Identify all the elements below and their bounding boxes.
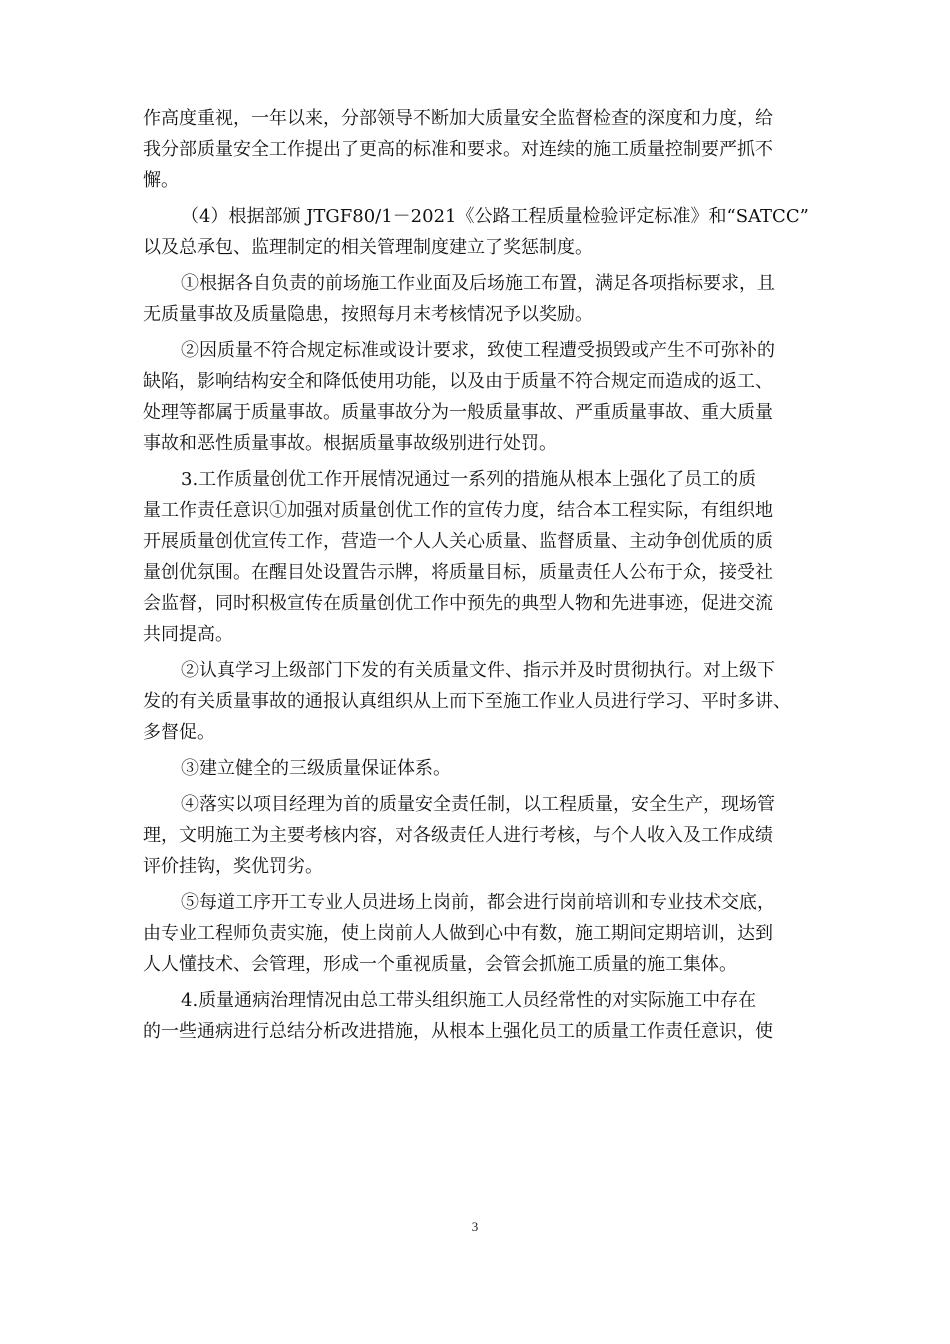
text-line: 由专业工程师负责实施，使上岗前人人做到心中有数，施工期间定期培训，达到 — [143, 923, 773, 944]
text-line: 3.工作质量创优工作开展情况通过一系列的措施从根本上强化了员工的质 — [181, 469, 757, 490]
text-line: 共同提高。 — [143, 624, 233, 645]
text-line: ①根据各自负责的前场施工作业面及后场施工布置，满足各项指标要求，且 — [181, 273, 775, 294]
text-line: 量创优氛围。在醒目处设置告示牌，将质量目标，质量责任人公布于众，接受社 — [143, 562, 773, 583]
text-line: 的一些通病进行总结分析改进措施，从根本上强化员工的质量工作责任意识，使 — [143, 1021, 773, 1042]
paragraph-quality-item-2 — [143, 655, 813, 748]
text-line: ⑤每道工序开工专业人员进场上岗前，都会进行岗前培训和专业技术交底， — [181, 892, 775, 913]
text-line: 我分部质量安全工作提出了更高的标准和要求。对连续的施工质量控制要严抓不 — [143, 139, 773, 160]
paragraph-quality-item-5 — [143, 887, 813, 980]
text-line: 作高度重视，一年以来，分部领导不断加大质量安全监督检查的深度和力度，给 — [143, 108, 773, 129]
paragraph-common-defects — [143, 985, 813, 1047]
paragraph-reward-item-2 — [143, 335, 813, 459]
document-body — [143, 103, 813, 1047]
text-line: 4.质量通病治理情况由总工带头组织施工人员经常性的对实际施工中存在 — [181, 990, 757, 1011]
text-line: 多督促。 — [143, 722, 215, 743]
text-line: 处理等都属于质量事故。质量事故分为一般质量事故、严重质量事故、重大质量 — [143, 402, 773, 423]
text-line: 理，文明施工为主要考核内容，对各级责任人进行考核，与个人收入及工作成绩 — [143, 825, 773, 846]
page-number: 3 — [471, 1219, 479, 1234]
text-line: 发的有关质量事故的通报认真组织从上而下至施工作业人员进行学习、平时多讲、 — [143, 691, 791, 712]
paragraph-quality-item-4 — [143, 789, 813, 882]
text-line: ②因质量不符合规定标准或设计要求，致使工程遭受损毁或产生不可弥补的 — [181, 340, 775, 361]
text-line: ④落实以项目经理为首的质量安全责任制，以工程质量，安全生产，现场管 — [181, 794, 775, 815]
text-line: 缺陷，影响结构安全和降低使用功能，以及由于质量不符合规定而造成的返工、 — [143, 371, 773, 392]
text-line: 评价挂钩，奖优罚劣。 — [143, 856, 323, 877]
paragraph-reward-system — [143, 201, 813, 263]
paragraph-quality-item-3 — [143, 753, 813, 784]
text-line: 开展质量创优宣传工作，营造一个人人关心质量、监督质量、主动争创优质的质 — [143, 531, 773, 552]
text-line: 懈。 — [143, 170, 179, 191]
text-line: 无质量事故及质量隐患，按照每月末考核情况予以奖励。 — [143, 304, 593, 325]
text-line: （4）根据部颁 JTGF80/1－2021《公路工程质量检验评定标准》和“SATCC” — [181, 206, 809, 227]
text-line: ②认真学习上级部门下发的有关质量文件、指示并及时贯彻执行。对上级下 — [181, 660, 775, 681]
paragraph-quality-excellence — [143, 464, 813, 650]
text-line: 事故和恶性质量事故。根据质量事故级别进行处罚。 — [143, 433, 557, 454]
text-line: 会监督，同时积极宣传在质量创优工作中预先的典型人物和先进事迹，促进交流 — [143, 593, 773, 614]
text-line: 人人懂技术、会管理，形成一个重视质量，会管会抓施工质量的施工集体。 — [143, 954, 737, 975]
text-line: ③建立健全的三级质量保证体系。 — [181, 758, 451, 779]
paragraph-reward-item-1 — [143, 268, 813, 330]
text-line: 量工作责任意识①加强对质量创优工作的宣传力度，结合本工程实际，有组织地 — [143, 500, 773, 521]
paragraph-continuation — [143, 103, 813, 196]
text-line: 以及总承包、监理制定的相关管理制度建立了奖惩制度。 — [143, 237, 593, 258]
